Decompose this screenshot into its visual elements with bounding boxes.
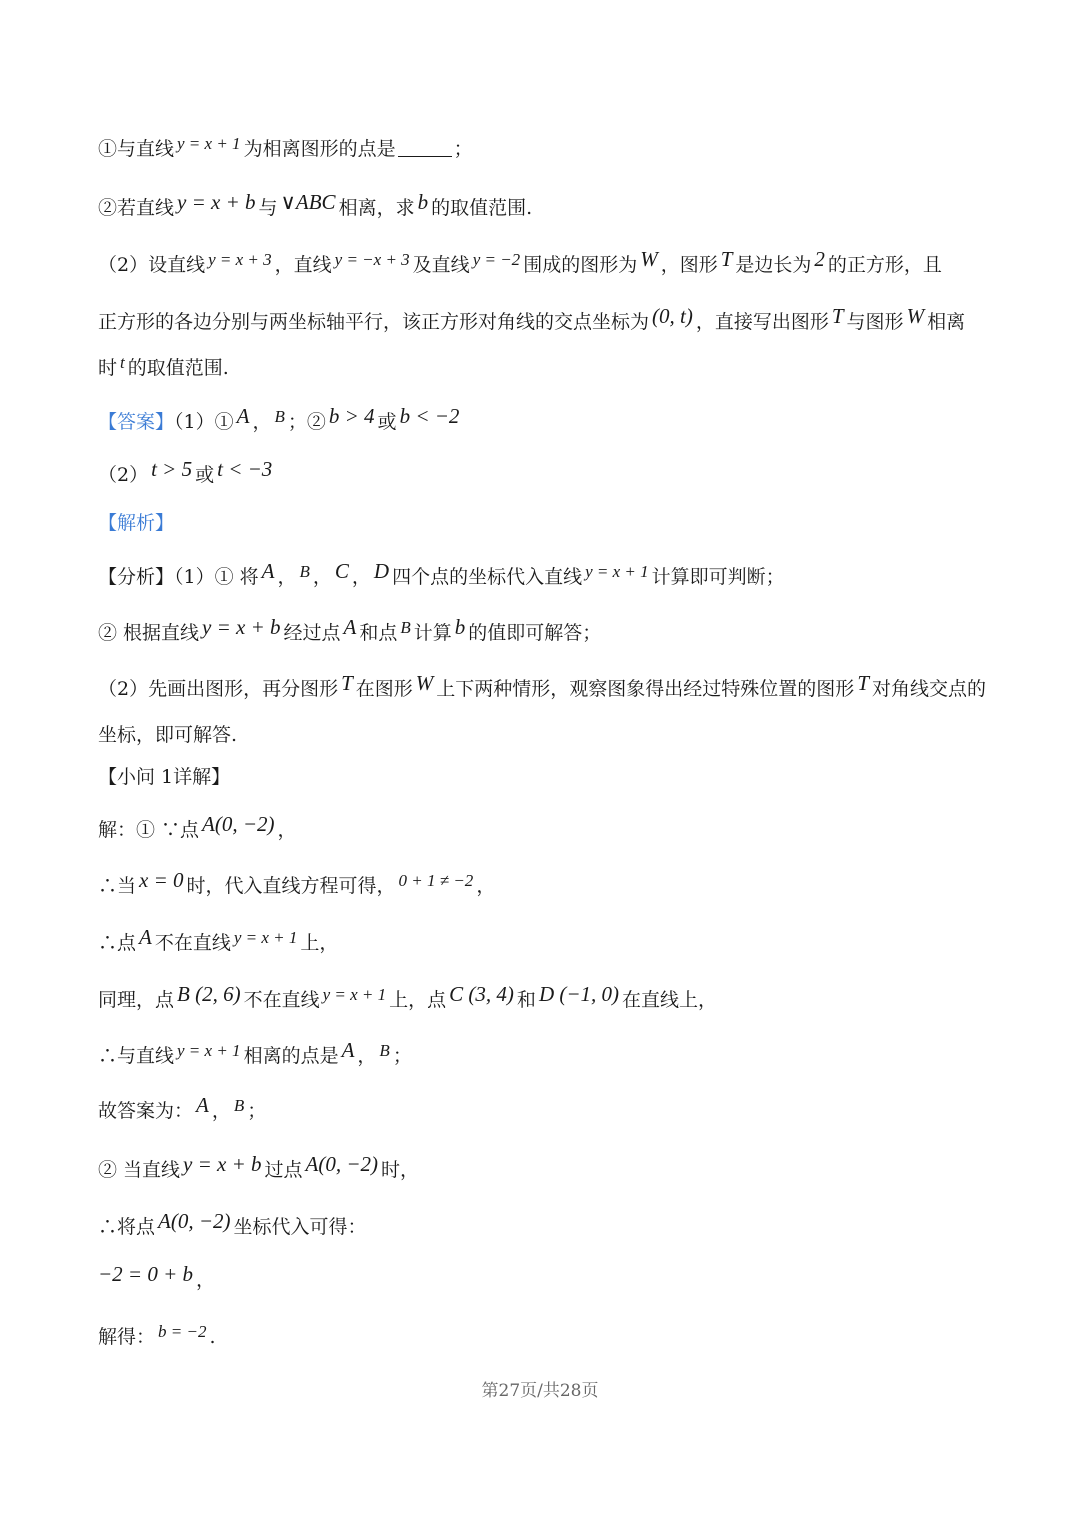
math: T — [857, 671, 869, 695]
text: 对角线交点的 — [872, 678, 987, 700]
math: D — [373, 559, 390, 583]
text: 是边长为 — [735, 254, 812, 276]
analysis-2 — [98, 617, 988, 649]
math: A — [236, 404, 250, 428]
text: 在直线上， — [622, 989, 718, 1011]
text: ② — [306, 411, 326, 433]
math: A(0, −2) — [202, 812, 275, 836]
question-1-1 — [98, 134, 988, 165]
question-1-2 — [98, 192, 988, 223]
text: 【分析】（1）① 将 — [98, 566, 259, 588]
math: T — [831, 304, 844, 328]
text: ， — [252, 411, 272, 433]
text: 相离的点是 — [243, 1045, 339, 1067]
text: ； — [453, 138, 473, 160]
math: T — [341, 671, 353, 695]
text: ， — [196, 1269, 216, 1291]
text: 过点 — [264, 1159, 303, 1181]
math: B — [274, 407, 285, 426]
solution-2 — [98, 870, 988, 902]
text: ， — [357, 1045, 377, 1067]
math: y = x + b — [177, 190, 256, 214]
math: y = x + 1 — [177, 1041, 241, 1060]
text: ； — [247, 1100, 267, 1122]
math: D (−1, 0) — [538, 982, 620, 1006]
math: ∨ABC — [280, 190, 336, 214]
math: b — [417, 190, 429, 214]
question-2 — [98, 249, 988, 281]
text: . — [209, 1326, 216, 1348]
solution-5 — [98, 1040, 988, 1072]
math: A — [343, 615, 357, 639]
solution-1 — [98, 814, 988, 845]
answer-tag: 【答案】 — [98, 411, 175, 433]
solution-7 — [98, 1154, 988, 1185]
text: 与 — [258, 197, 278, 219]
text: ② 根据直线 — [98, 622, 200, 644]
answer-line-1 — [98, 406, 988, 438]
text: ， — [277, 566, 297, 588]
text: ，直线 — [274, 254, 332, 276]
text: 的正方形，且 — [827, 254, 942, 276]
text: 上下两种情形，观察图象得出经过特殊位置的图形 — [436, 678, 855, 700]
text: 正方形的各边分别与两坐标轴平行，该正方形对角线的交点坐标为 — [98, 311, 650, 333]
math: y = x + 3 — [208, 250, 272, 269]
math: y = x + 1 — [585, 562, 649, 581]
math: W — [415, 671, 434, 695]
solution-10 — [98, 1322, 988, 1353]
math: W — [640, 247, 658, 271]
math: A — [341, 1038, 355, 1062]
math: b < −2 — [399, 404, 460, 428]
subq-1-heading — [98, 762, 988, 792]
solution-6 — [98, 1095, 988, 1127]
text: 与图形 — [846, 311, 904, 333]
text: ∴当 — [98, 875, 137, 897]
text: 不在直线 — [154, 932, 231, 954]
analysis-4 — [98, 720, 988, 750]
math: B — [400, 618, 411, 637]
solution-8 — [98, 1211, 988, 1242]
solution-3 — [98, 927, 988, 959]
text: 的取值范围. — [431, 197, 533, 219]
text: 同理，点 — [98, 989, 175, 1011]
text: （2） — [98, 464, 149, 486]
text: 时， — [381, 1159, 420, 1181]
analysis-tag-line — [98, 508, 988, 538]
text: （2）先画出图形，再分图形 — [98, 678, 339, 700]
text: 时 — [98, 357, 118, 379]
text: 和点 — [359, 622, 398, 644]
math: A — [139, 925, 152, 949]
text: ， — [476, 875, 496, 897]
math: y = x + b — [202, 615, 281, 639]
text: 不在直线 — [243, 989, 320, 1011]
text: 故答案为： — [98, 1100, 194, 1122]
text: ∴点 — [98, 932, 137, 954]
text: ∴与直线 — [98, 1045, 175, 1067]
math: B — [233, 1096, 245, 1115]
math: B — [379, 1041, 390, 1060]
question-2-end — [98, 353, 988, 384]
text: （2）设直线 — [98, 254, 206, 276]
math: A(0, −2) — [305, 1152, 379, 1176]
math: A(0, −2) — [158, 1209, 231, 1233]
text: ； — [392, 1045, 412, 1067]
answer-line-2 — [98, 459, 988, 490]
text: ； — [287, 411, 307, 433]
math: t — [120, 353, 125, 372]
text: ①与直线 — [98, 138, 175, 160]
math: B (2, 6) — [177, 982, 241, 1006]
text: 解：① ∵点 — [98, 819, 200, 841]
math: x = 0 — [139, 868, 184, 892]
text: 围成的图形为 — [523, 254, 638, 276]
text: 相离，求 — [338, 197, 415, 219]
text: ， — [351, 566, 371, 588]
text: 的值即可解答； — [468, 622, 602, 644]
text: ， — [312, 566, 332, 588]
math: A — [196, 1093, 209, 1117]
text: 上， — [300, 932, 339, 954]
analysis-1 — [98, 561, 988, 593]
text: 解得： — [98, 1326, 156, 1348]
math: b = −2 — [158, 1322, 207, 1341]
math: y = x + 1 — [233, 928, 298, 947]
text: 计算即可判断； — [651, 566, 785, 588]
text: ， — [277, 819, 297, 841]
solution-9 — [98, 1264, 988, 1295]
text: 在图形 — [355, 678, 413, 700]
text: 上，点 — [389, 989, 447, 1011]
math: T — [720, 247, 733, 271]
math: W — [906, 304, 925, 328]
math: A — [261, 559, 275, 583]
analysis-tag: 【解析】 — [98, 512, 175, 534]
text: 经过点 — [283, 622, 341, 644]
text: ，直接写出图形 — [695, 311, 829, 333]
math: y = −2 — [472, 250, 521, 269]
math: t < −3 — [217, 457, 273, 481]
text: ②若直线 — [98, 197, 175, 219]
question-2-cont — [98, 306, 988, 337]
text: 及直线 — [412, 254, 470, 276]
text: 或 — [195, 464, 215, 486]
math: 2 — [814, 247, 825, 271]
text: （1）① — [174, 411, 234, 433]
math: 0 + 1 ≠ −2 — [398, 871, 474, 890]
text: 四个点的坐标代入直线 — [392, 566, 583, 588]
math: y = x + 1 — [322, 985, 387, 1004]
page-number: 第27页/共28页 — [481, 1381, 599, 1401]
text: ∴将点 — [98, 1216, 156, 1238]
solution-4 — [98, 984, 988, 1016]
text: 相离 — [927, 311, 966, 333]
math: −2 = 0 + b — [98, 1262, 194, 1286]
math: b — [454, 615, 466, 639]
text: 或 — [377, 411, 397, 433]
text: 和 — [516, 989, 536, 1011]
text: 为相离图形的点是 — [243, 138, 396, 160]
math: C (3, 4) — [449, 982, 514, 1006]
answer-blank — [398, 138, 452, 157]
text: 的取值范围. — [127, 357, 229, 379]
math: C — [334, 559, 349, 583]
math: t > 5 — [151, 457, 193, 481]
text: 计算 — [413, 622, 452, 644]
text: ， — [211, 1100, 231, 1122]
math: y = x + 1 — [177, 134, 241, 153]
text: 【小问 1详解】 — [98, 766, 231, 788]
math: y = x + b — [183, 1152, 262, 1176]
text: ② 当直线 — [98, 1159, 181, 1181]
math: (0, t) — [652, 304, 693, 328]
analysis-3 — [98, 673, 988, 704]
text: 时，代入直线方程可得， — [186, 875, 396, 897]
math: B — [299, 562, 310, 581]
math: b > 4 — [328, 404, 375, 428]
text: 坐标代入可得： — [233, 1216, 367, 1238]
text: 坐标，即可解答. — [98, 724, 238, 746]
text: ，图形 — [660, 254, 718, 276]
math: y = −x + 3 — [334, 250, 410, 269]
